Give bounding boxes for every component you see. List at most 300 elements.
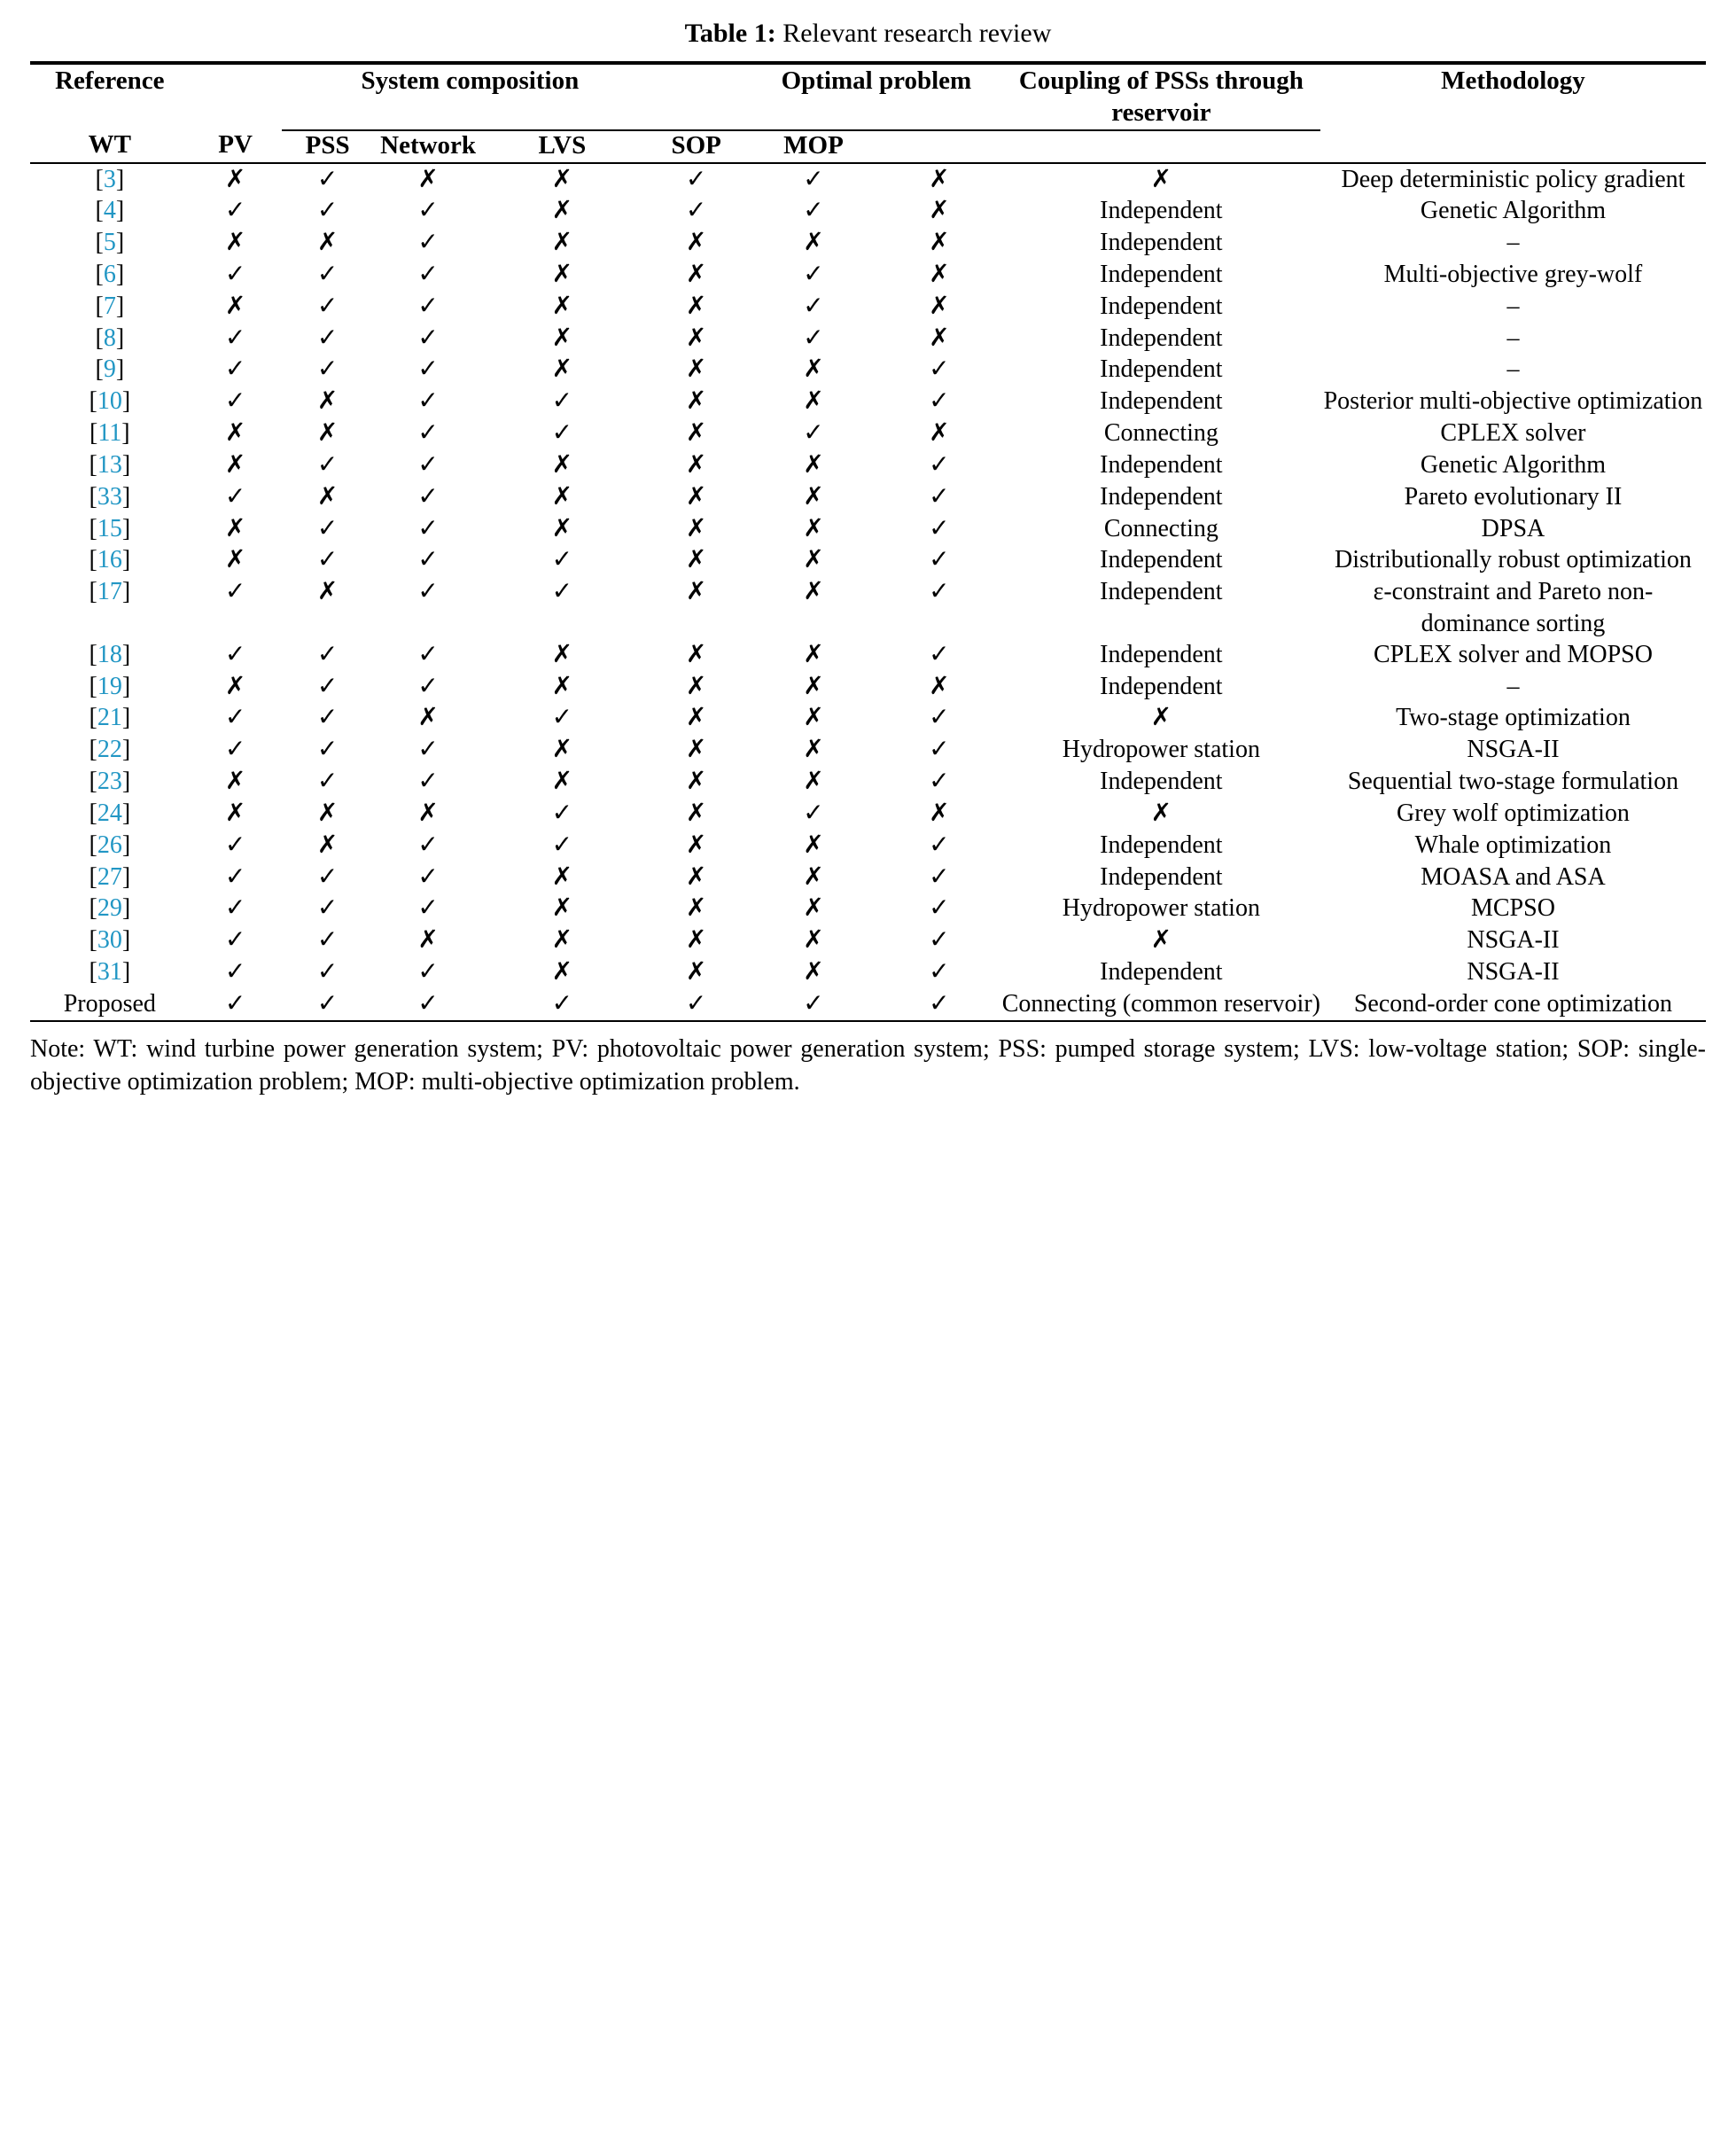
pss-mark-cell [374, 798, 483, 830]
mop-mark: ✓ [929, 704, 950, 732]
wt-mark-cell [190, 702, 282, 734]
header-methodology: Methodology [1441, 66, 1585, 95]
coupling-cell: Independent [1100, 482, 1223, 511]
reference-link[interactable]: [30] [89, 926, 131, 955]
reference-link[interactable]: [18] [89, 640, 131, 668]
reference-cell[interactable] [30, 386, 190, 417]
reference-cell[interactable] [30, 163, 190, 196]
header-lvs: LVS [538, 130, 587, 160]
mop-mark: ✗ [929, 260, 950, 288]
pv-mark: ✓ [316, 768, 339, 796]
wt-mark-cell [190, 671, 282, 703]
research-review-table [30, 61, 1706, 1024]
header-network: Network [380, 130, 477, 160]
coupling-cell: Independent [1100, 640, 1223, 668]
lvs-mark: ✗ [685, 260, 707, 288]
mop-mark-cell [876, 639, 1002, 671]
coupling-cell: Hydropower station [1062, 894, 1260, 923]
pv-mark-cell [282, 259, 374, 291]
sop-mark: ✗ [803, 229, 824, 257]
wt-mark-cell [190, 481, 282, 513]
sop-mark-cell [751, 259, 876, 291]
network-mark: ✓ [551, 419, 573, 448]
network-mark-cell [483, 417, 642, 449]
network-mark: ✗ [551, 165, 573, 193]
table-row [30, 513, 1706, 545]
pv-mark-cell [282, 576, 374, 639]
pss-mark: ✗ [417, 926, 439, 955]
lvs-mark: ✗ [685, 514, 707, 542]
pss-mark: ✗ [417, 799, 439, 827]
mop-mark: ✓ [929, 862, 950, 891]
lvs-mark: ✓ [685, 165, 707, 193]
coupling-cell: Independent [1100, 831, 1223, 859]
mop-mark-cell [876, 195, 1002, 227]
mop-mark: ✓ [929, 387, 950, 416]
sop-mark-cell [751, 734, 876, 766]
pss-mark-cell [374, 956, 483, 988]
mop-mark: ✓ [929, 958, 950, 987]
mop-mark: ✗ [929, 229, 950, 257]
pv-mark-cell [282, 544, 374, 576]
pv-mark: ✓ [316, 958, 339, 987]
network-mark: ✗ [551, 862, 573, 891]
wt-mark-cell [190, 291, 282, 323]
network-mark: ✗ [551, 355, 573, 384]
reference-link[interactable]: [16] [89, 546, 131, 574]
lvs-mark-cell [642, 576, 751, 639]
reference-link[interactable]: [22] [89, 736, 131, 764]
mop-mark-cell [876, 417, 1002, 449]
coupling-cell: Independent [1100, 546, 1223, 574]
wt-mark-cell [190, 386, 282, 417]
lvs-mark-cell [642, 386, 751, 417]
table-row [30, 449, 1706, 481]
wt-mark-cell [190, 798, 282, 830]
pv-mark: ✓ [316, 926, 339, 955]
reference-link[interactable]: [4] [95, 197, 125, 225]
network-mark-cell [483, 544, 642, 576]
reference-link[interactable]: [29] [89, 894, 131, 923]
network-mark-cell [483, 259, 642, 291]
reference-cell[interactable] [30, 291, 190, 323]
reference-cell[interactable] [30, 323, 190, 355]
pv-mark: ✓ [316, 862, 339, 891]
network-mark: ✓ [551, 799, 573, 827]
methodology-cell: Sequential two-stage formulation [1347, 768, 1679, 796]
pv-mark: ✗ [316, 799, 339, 827]
pv-mark: ✓ [316, 260, 339, 288]
table-row [30, 544, 1706, 576]
sop-mark-cell [751, 291, 876, 323]
network-mark-cell [483, 862, 642, 893]
sop-mark-cell [751, 702, 876, 734]
table-row [30, 386, 1706, 417]
network-mark: ✗ [551, 450, 573, 479]
sop-mark: ✗ [803, 831, 824, 859]
lvs-mark-cell [642, 291, 751, 323]
mop-mark: ✓ [929, 546, 950, 574]
lvs-mark: ✗ [685, 958, 707, 987]
reference-link[interactable]: [33] [89, 482, 131, 511]
reference-cell[interactable] [30, 671, 190, 703]
pss-mark: ✗ [417, 704, 439, 732]
reference-link[interactable]: [8] [95, 324, 125, 352]
reference-link[interactable]: [26] [89, 831, 131, 859]
pss-mark-cell [374, 671, 483, 703]
mop-mark: ✗ [929, 419, 950, 448]
table-caption-text: Relevant research review [775, 19, 1052, 48]
reference-cell[interactable] [30, 639, 190, 671]
reference-link[interactable]: [17] [89, 578, 131, 606]
coupling-cell: Independent [1100, 387, 1223, 416]
reference-link[interactable]: [7] [95, 292, 125, 320]
network-mark-cell [483, 956, 642, 988]
pss-mark-cell [374, 924, 483, 956]
table-header-sub [30, 130, 1706, 160]
wt-mark: ✗ [224, 165, 246, 193]
reference-link[interactable]: [11] [90, 419, 130, 448]
mop-mark-cell [876, 163, 1002, 196]
coupling-cell: Independent [1100, 292, 1223, 320]
mop-mark: ✗ [929, 197, 950, 225]
mop-mark: ✓ [929, 894, 950, 923]
wt-mark-cell [190, 195, 282, 227]
lvs-mark: ✗ [685, 799, 707, 827]
table-row [30, 893, 1706, 924]
pss-mark: ✓ [417, 894, 439, 923]
pss-mark: ✓ [417, 640, 439, 668]
methodology-cell: ε-constraint and Pareto non-dominance sorting [1373, 578, 1654, 637]
lvs-mark: ✗ [685, 926, 707, 955]
coupling-cell [1002, 163, 1320, 196]
network-mark: ✗ [551, 292, 573, 320]
pv-mark: ✗ [316, 578, 339, 606]
pss-mark: ✗ [417, 165, 439, 193]
lvs-mark-cell [642, 354, 751, 386]
mop-mark-cell [876, 544, 1002, 576]
reference-cell[interactable] [30, 449, 190, 481]
mop-mark-cell [876, 671, 1002, 703]
reference-link[interactable]: [6] [95, 260, 125, 288]
pss-mark: ✓ [417, 292, 439, 320]
reference-link[interactable]: [5] [95, 229, 125, 257]
network-mark-cell [483, 988, 642, 1021]
sop-mark: ✓ [803, 197, 824, 225]
reference-cell[interactable] [30, 544, 190, 576]
network-mark-cell [483, 734, 642, 766]
table-row [30, 639, 1706, 671]
mop-mark: ✓ [929, 482, 950, 511]
pss-mark: ✓ [417, 514, 439, 542]
pss-mark: ✓ [417, 768, 439, 796]
network-mark-cell [483, 354, 642, 386]
coupling-mark: ✗ [1150, 165, 1172, 193]
network-mark-cell [483, 291, 642, 323]
network-mark: ✓ [551, 546, 573, 574]
mop-mark: ✓ [929, 640, 950, 668]
reference-link[interactable]: [3] [95, 165, 125, 193]
sop-mark: ✗ [803, 926, 824, 955]
reference-link[interactable]: [15] [89, 514, 131, 542]
reference-cell[interactable] [30, 766, 190, 798]
pv-mark-cell [282, 354, 374, 386]
sop-mark-cell [751, 639, 876, 671]
reference-cell[interactable] [30, 259, 190, 291]
pss-mark-cell [374, 702, 483, 734]
sop-mark: ✗ [803, 578, 824, 606]
pss-mark-cell [374, 259, 483, 291]
pss-mark: ✓ [417, 324, 439, 352]
pv-mark-cell [282, 163, 374, 196]
methodology-cell: Genetic Algorithm [1420, 197, 1607, 225]
network-mark: ✗ [551, 197, 573, 225]
lvs-mark: ✗ [685, 831, 707, 859]
wt-mark-cell [190, 893, 282, 924]
reference-cell[interactable] [30, 862, 190, 893]
wt-mark: ✗ [224, 419, 246, 448]
sop-mark-cell [751, 766, 876, 798]
pv-mark: ✓ [316, 197, 339, 225]
network-mark-cell [483, 195, 642, 227]
reference-cell[interactable] [30, 481, 190, 513]
lvs-mark-cell [642, 481, 751, 513]
network-mark: ✓ [551, 578, 573, 606]
wt-mark: ✗ [224, 450, 246, 479]
wt-mark-cell [190, 956, 282, 988]
table-row [30, 702, 1706, 734]
pss-mark: ✓ [417, 229, 439, 257]
pss-mark: ✓ [417, 419, 439, 448]
pv-mark-cell [282, 702, 374, 734]
pv-mark: ✗ [316, 419, 339, 448]
coupling-mark: ✗ [1150, 799, 1172, 827]
pss-mark: ✓ [417, 831, 439, 859]
reference-link[interactable]: [10] [89, 387, 131, 416]
table-caption [30, 16, 1706, 51]
pss-mark: ✓ [417, 578, 439, 606]
network-mark: ✗ [551, 324, 573, 352]
pv-mark: ✗ [316, 482, 339, 511]
wt-mark-cell [190, 544, 282, 576]
reference-link[interactable]: [23] [89, 768, 131, 796]
mop-mark-cell [876, 354, 1002, 386]
network-mark: ✓ [551, 831, 573, 859]
mop-mark-cell [876, 862, 1002, 893]
wt-mark-cell [190, 734, 282, 766]
lvs-mark-cell [642, 734, 751, 766]
mop-mark: ✓ [929, 926, 950, 955]
pv-mark: ✓ [316, 640, 339, 668]
mop-mark-cell [876, 988, 1002, 1021]
table-body [30, 163, 1706, 1021]
network-mark: ✗ [551, 894, 573, 923]
sop-mark: ✓ [803, 989, 824, 1018]
wt-mark-cell [190, 862, 282, 893]
wt-mark-cell [190, 163, 282, 196]
network-mark: ✗ [551, 768, 573, 796]
pv-mark: ✓ [316, 355, 339, 384]
wt-mark: ✓ [224, 260, 246, 288]
pss-mark-cell [374, 354, 483, 386]
table-row [30, 862, 1706, 893]
lvs-mark-cell [642, 956, 751, 988]
wt-mark: ✓ [224, 482, 246, 511]
wt-mark: ✓ [224, 894, 246, 923]
mop-mark-cell [876, 576, 1002, 639]
coupling-cell [1002, 924, 1320, 956]
reference-link[interactable]: [31] [89, 958, 131, 987]
reference-cell[interactable] [30, 354, 190, 386]
reference-cell[interactable] [30, 195, 190, 227]
table-row [30, 671, 1706, 703]
reference-cell[interactable] [30, 227, 190, 259]
reference-cell[interactable] [30, 830, 190, 862]
sop-mark: ✗ [803, 355, 824, 384]
sop-mark-cell [751, 195, 876, 227]
lvs-mark: ✗ [685, 387, 707, 416]
reference-cell[interactable] [30, 576, 190, 639]
pss-mark-cell [374, 386, 483, 417]
coupling-cell: Hydropower station [1062, 736, 1260, 764]
methodology-cell: Genetic Algorithm [1420, 450, 1607, 479]
network-mark: ✗ [551, 260, 573, 288]
network-mark: ✗ [551, 958, 573, 987]
lvs-mark-cell [642, 544, 751, 576]
wt-mark: ✓ [224, 862, 246, 891]
coupling-cell [1002, 798, 1320, 830]
reference-cell[interactable] [30, 734, 190, 766]
methodology-cell: Distributionally robust optimization [1335, 546, 1692, 574]
pss-mark-cell [374, 734, 483, 766]
table-row [30, 576, 1706, 639]
reference-link[interactable]: [13] [89, 450, 131, 479]
network-mark-cell [483, 924, 642, 956]
pss-mark: ✓ [417, 736, 439, 764]
pv-mark: ✗ [316, 387, 339, 416]
network-mark: ✓ [551, 387, 573, 416]
sop-mark-cell [751, 893, 876, 924]
methodology-cell: – [1506, 324, 1520, 352]
coupling-mark: ✗ [1150, 926, 1172, 955]
mop-mark: ✓ [929, 355, 950, 384]
reference-cell[interactable] [30, 702, 190, 734]
reference-cell[interactable] [30, 513, 190, 545]
network-mark-cell [483, 481, 642, 513]
wt-mark: ✗ [224, 292, 246, 320]
methodology-cell: – [1506, 355, 1520, 384]
wt-mark: ✓ [224, 926, 246, 955]
lvs-mark-cell [642, 702, 751, 734]
pv-mark: ✓ [316, 672, 339, 700]
pv-mark-cell [282, 639, 374, 671]
methodology-cell: Grey wolf optimization [1397, 799, 1630, 827]
sop-mark: ✗ [803, 768, 824, 796]
methodology-cell: Deep deterministic policy gradient [1341, 165, 1685, 193]
pv-mark: ✓ [316, 989, 339, 1018]
wt-mark-cell [190, 513, 282, 545]
mop-mark: ✓ [929, 831, 950, 859]
wt-mark-cell [190, 259, 282, 291]
reference-cell[interactable] [30, 893, 190, 924]
reference-cell[interactable] [30, 956, 190, 988]
mop-mark-cell [876, 702, 1002, 734]
methodology-cell: CPLEX solver and MOPSO [1373, 640, 1653, 668]
wt-mark: ✗ [224, 768, 246, 796]
pv-mark-cell [282, 924, 374, 956]
pv-mark: ✓ [316, 736, 339, 764]
sop-mark: ✗ [803, 736, 824, 764]
reference-cell[interactable] [30, 798, 190, 830]
reference-label: Proposed [63, 989, 156, 1018]
network-mark-cell [483, 671, 642, 703]
coupling-cell: Independent [1100, 672, 1223, 700]
sop-mark: ✗ [803, 546, 824, 574]
lvs-mark: ✓ [685, 197, 707, 225]
methodology-cell: – [1506, 672, 1520, 700]
wt-mark: ✓ [224, 640, 246, 668]
lvs-mark: ✗ [685, 229, 707, 257]
coupling-cell: Connecting [1103, 419, 1218, 448]
reference-cell[interactable] [30, 924, 190, 956]
sop-mark-cell [751, 988, 876, 1021]
header-sop: SOP [671, 130, 721, 160]
wt-mark-cell [190, 988, 282, 1021]
lvs-mark: ✗ [685, 640, 707, 668]
network-mark: ✓ [551, 704, 573, 732]
sop-mark-cell [751, 513, 876, 545]
mop-mark-cell [876, 798, 1002, 830]
wt-mark-cell [190, 639, 282, 671]
coupling-cell: Connecting (common reservoir) [1001, 989, 1320, 1018]
network-mark: ✓ [551, 989, 573, 1018]
lvs-mark: ✗ [685, 894, 707, 923]
wt-mark-cell [190, 924, 282, 956]
mop-mark: ✗ [929, 292, 950, 320]
network-mark: ✗ [551, 926, 573, 955]
table-row [30, 354, 1706, 386]
pss-mark-cell [374, 449, 483, 481]
pv-mark-cell [282, 513, 374, 545]
pss-mark-cell [374, 862, 483, 893]
table-row [30, 956, 1706, 988]
pv-mark-cell [282, 988, 374, 1021]
reference-link[interactable]: [19] [89, 672, 131, 700]
lvs-mark-cell [642, 893, 751, 924]
reference-link[interactable]: [21] [89, 704, 131, 732]
mop-mark: ✗ [929, 799, 950, 827]
wt-mark-cell [190, 227, 282, 259]
pss-mark: ✓ [417, 482, 439, 511]
sop-mark-cell [751, 481, 876, 513]
reference-cell[interactable] [30, 417, 190, 449]
pv-mark: ✓ [316, 165, 339, 193]
reference-link[interactable]: [24] [89, 799, 131, 827]
reference-link[interactable]: [9] [95, 355, 125, 384]
network-mark-cell [483, 513, 642, 545]
pss-mark-cell [374, 417, 483, 449]
sop-mark: ✗ [803, 450, 824, 479]
sop-mark: ✓ [803, 165, 824, 193]
header-wt: WT [88, 129, 131, 159]
table-row [30, 988, 1706, 1021]
wt-mark: ✓ [224, 578, 246, 606]
reference-link[interactable]: [27] [89, 862, 131, 891]
lvs-mark: ✗ [685, 292, 707, 320]
pss-mark: ✓ [417, 450, 439, 479]
sop-mark-cell [751, 544, 876, 576]
wt-mark: ✓ [224, 736, 246, 764]
